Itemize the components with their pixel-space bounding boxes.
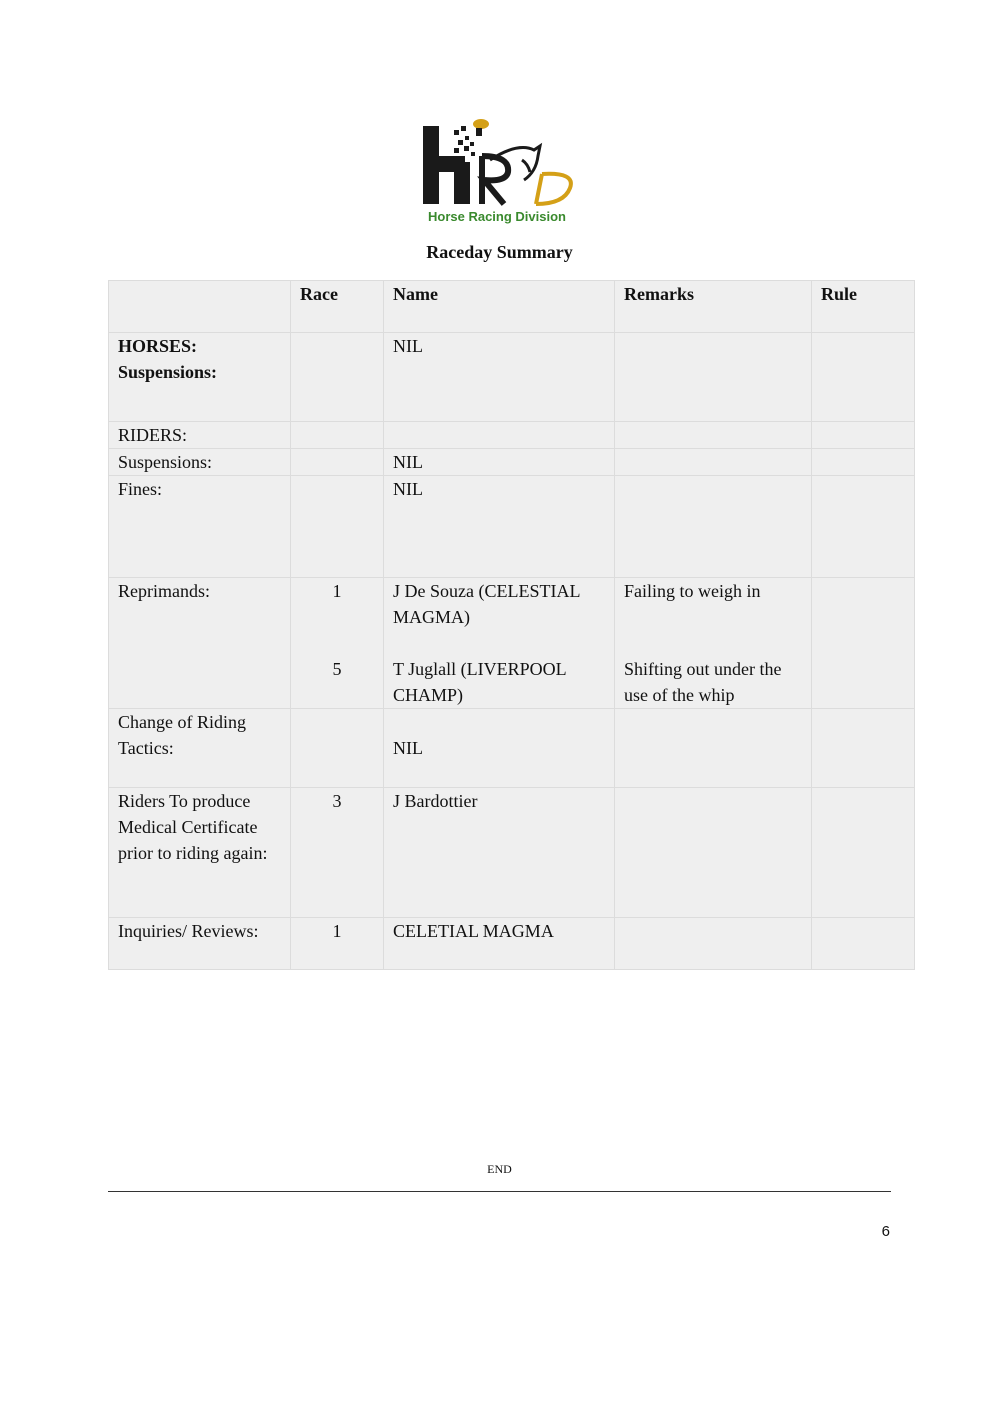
logo-pixel-blocks: [454, 126, 475, 156]
race-cell: 3: [291, 788, 384, 918]
logo-d-letter: [536, 174, 571, 204]
rule-cell: [812, 422, 915, 449]
rule-cell: [812, 788, 915, 918]
remarks-cell: [615, 449, 812, 476]
end-marker: END: [487, 1162, 512, 1176]
name-cell: NIL: [384, 449, 615, 476]
name-cell: NIL: [384, 476, 615, 578]
footer-divider: [108, 1191, 891, 1192]
race-cell: [291, 422, 384, 449]
fines-label: Fines:: [109, 476, 291, 578]
table-row-reprimands: [109, 578, 915, 709]
logo-r-letter: [482, 156, 508, 204]
remarks-cell: [615, 578, 812, 709]
remarks-cell: [615, 476, 812, 578]
remarks-cell: [615, 422, 812, 449]
reprimand-race: 5: [332, 659, 342, 679]
name-cell: [384, 422, 615, 449]
remarks-cell: [615, 333, 812, 422]
logo-horse-head: [490, 146, 540, 180]
race-cell: 1: [291, 918, 384, 970]
race-cell: [291, 333, 384, 422]
page-number: 6: [881, 1223, 890, 1240]
remarks-cell: [615, 709, 812, 788]
remarks-cell: [615, 918, 812, 970]
race-cell: [291, 578, 384, 709]
logo-h-right-bar: [454, 162, 470, 204]
race-cell: [291, 709, 384, 788]
reprimand-name: J De Souza (CELESTIAL MAGMA): [393, 581, 580, 627]
riders-label: RIDERS:: [109, 422, 291, 449]
logo-subtitle: Horse Racing Division: [428, 209, 566, 224]
logo-jockey-cap: [473, 119, 489, 129]
inquiries-label: Inquiries/ Reviews:: [109, 918, 291, 970]
header-rule: Rule: [812, 281, 915, 333]
table-row-horses-suspensions: [109, 333, 915, 422]
medical-label: Riders To produce Medical Certificate prior to riding again:: [109, 788, 291, 918]
header-name: Name: [384, 281, 615, 333]
rule-cell: [812, 918, 915, 970]
table-row-riders-suspensions: [109, 449, 915, 476]
name-cell: NIL: [384, 333, 615, 422]
reprimand-remarks: Failing to weigh in: [624, 581, 761, 601]
remarks-cell: [615, 788, 812, 918]
table-row-medical-certificate: [109, 788, 915, 918]
name-cell: [384, 709, 615, 788]
table-row-inquiries: [109, 918, 915, 970]
table-row-riders: [109, 422, 915, 449]
reprimand-name: T Juglall (LIVERPOOL CHAMP): [393, 659, 566, 705]
rule-cell: [812, 333, 915, 422]
name-cell: J Bardottier: [384, 788, 615, 918]
name-cell: [384, 578, 615, 709]
header-remarks: Remarks: [615, 281, 812, 333]
name-cell: CELETIAL MAGMA: [384, 918, 615, 970]
rule-cell: [812, 476, 915, 578]
raceday-summary-table: [108, 280, 915, 970]
reprimand-remarks: Shifting out under the use of the whip: [624, 659, 782, 705]
reprimand-race: 1: [332, 581, 342, 601]
race-cell: [291, 476, 384, 578]
rule-cell: [812, 449, 915, 476]
change-tactics-label: Change of Riding Tactics:: [109, 709, 291, 788]
horses-label: HORSES:: [118, 336, 198, 356]
horses-suspensions-label: Suspensions:: [118, 362, 218, 382]
riders-suspensions-label: Suspensions:: [109, 449, 291, 476]
change-tactics-name: NIL: [393, 738, 423, 758]
race-cell: [291, 449, 384, 476]
table-row-fines: [109, 476, 915, 578]
table-row-change-tactics: [109, 709, 915, 788]
rule-cell: [812, 709, 915, 788]
table-header-row: [109, 281, 915, 333]
rule-cell: [812, 578, 915, 709]
header-race: Race: [291, 281, 384, 333]
header-category: [109, 281, 291, 333]
document-title: Raceday Summary: [426, 242, 573, 262]
row-label-cell: [109, 333, 291, 422]
reprimands-label: Reprimands:: [109, 578, 291, 709]
